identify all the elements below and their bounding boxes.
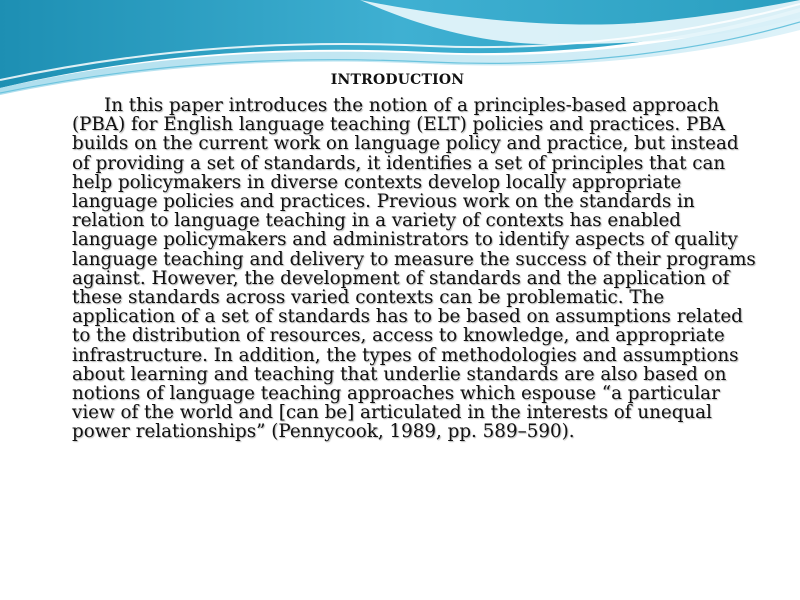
slide-title: INTRODUCTION — [330, 72, 465, 88]
body-paragraph: In this paper introduces the notion of a principles-based approach (PBA) for English language teaching (ELT) policies and practices. PBA builds on the current work on language policy and practice, but instead of providing a set of standards, it identifies a set of principles that can help policymakers in diverse contexts develop locally appropriate language policies and practices. Previous work on the standards in relation to language teaching in a variety of contexts has enabled language policymakers and administrators to identify aspects of quality language teaching and delivery to measure the success of their programs against. However, the development of standards and the application of these standards across varied contexts can be problematic. The application of a set of standards has to be based on assumptions related to the distribution of resources, access to knowledge, and appropriate infrastructure. In addition, the types of methodologies and assumptions about learning and teaching that underlie standards are also based on notions of language teaching approaches which espouse “a particular view of the world and [can be] articulated in the interests of unequal power relationships” (Pennycook, 1989, pp. 589–590). — [72, 95, 756, 443]
